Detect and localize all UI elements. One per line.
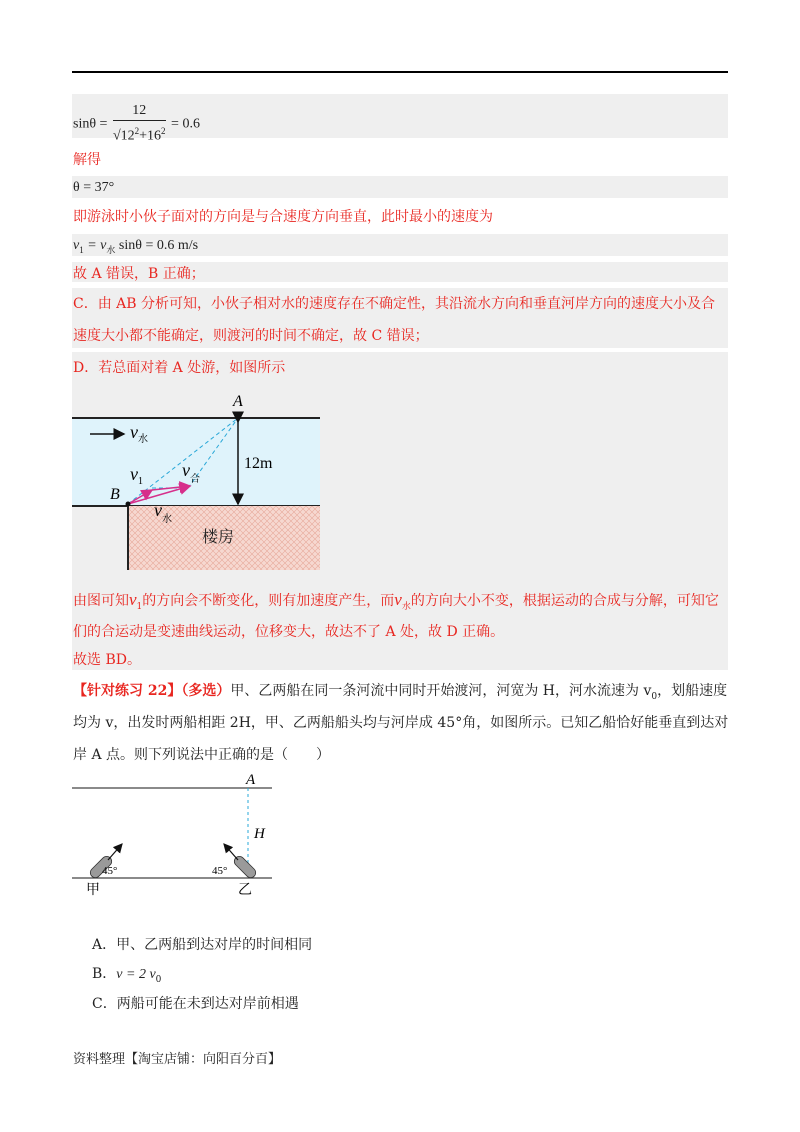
label-a: A bbox=[246, 772, 256, 788]
two-boats-figure bbox=[72, 768, 282, 900]
swimmer-river-figure bbox=[72, 386, 324, 570]
label-b: B bbox=[110, 486, 120, 503]
question-22-line1: 【针对练习 22】（多选）甲、乙两船在同一条河流中同时开始渡河，河宽为 H，河水流速为 $v_0$，划船速度 bbox=[73, 683, 728, 702]
question-22-line3: 岸 A 点。则下列说法中正确的是（ ） bbox=[73, 747, 331, 763]
d-conclusion-line2: 们的合运动是变速曲线运动，位移变大，故达不了 A 处，故 D 正确。 bbox=[73, 624, 505, 640]
label-h: H bbox=[254, 826, 265, 842]
formula-band bbox=[72, 176, 728, 198]
label-a: A bbox=[233, 393, 243, 410]
c-analysis-line2: 速度大小都不能确定，则渡河的时间不确定，故 C 错误； bbox=[73, 328, 429, 344]
building-label: 楼房 bbox=[202, 527, 235, 546]
v-he-label: $v_合$ bbox=[182, 460, 200, 485]
v1-label: $v_1$ bbox=[130, 464, 143, 487]
sin-theta-formula: sinθ = $\frac{12}{√12^2+16^2}$ = 0.6 bbox=[73, 103, 200, 144]
point-b bbox=[126, 502, 131, 507]
v-shui2-label: $v_水$ bbox=[154, 500, 172, 525]
option-b[interactable]: B．v = 2 $v_0$ bbox=[92, 966, 162, 985]
option-a[interactable]: A．甲、乙两船到达对岸的时间相同 bbox=[92, 937, 313, 953]
question-22-line2: 均为 v，出发时两船相距 2H，甲、乙两船船头均与河岸成 45°角，如图所示。已知乙船恰好能垂直到达对 bbox=[73, 715, 729, 731]
ab-conclusion: 故 A 错误，B 正确； bbox=[73, 266, 205, 282]
d-conclusion-line1: 由图可知$v_1$的方向会不断变化，则有加速度产生，而$v_水$的方向大小不变，根据运动的合成与分解，可知它 bbox=[73, 590, 719, 612]
footer-text: 资料整理【淘宝店铺：向阳百分百】 bbox=[73, 1052, 282, 1067]
face-direction-text: 即游泳时小伙子面对的方向是与合速度方向垂直，此时最小的速度为 bbox=[73, 209, 493, 225]
label-jia: 甲 bbox=[86, 882, 100, 898]
option-c[interactable]: C．两船可能在未到达对岸前相遇 bbox=[92, 996, 299, 1012]
d-analysis: D．若总面对着 A 处游，如图所示 bbox=[73, 360, 286, 376]
angle-jia: 45° bbox=[102, 865, 118, 877]
header-rule bbox=[72, 71, 728, 73]
label-yi: 乙 bbox=[238, 882, 252, 898]
theta-result: θ = 37° bbox=[73, 180, 115, 195]
boat-yi bbox=[224, 844, 258, 880]
angle-yi: 45° bbox=[212, 865, 228, 877]
v1-formula: $v_1 = v_水$ sinθ = 0.6 m/s bbox=[73, 238, 199, 255]
final-answer: 故选 BD。 bbox=[73, 652, 141, 668]
jiede-text: 解得 bbox=[73, 152, 101, 168]
label-12m: 12m bbox=[244, 455, 273, 472]
c-analysis-line1: C．由 AB 分析可知，小伙子相对水的速度存在不确定性，其沿流水方向和垂直河岸方向的速度大小及合 bbox=[73, 296, 716, 312]
v-shui-label: $v_水$ bbox=[130, 422, 148, 445]
